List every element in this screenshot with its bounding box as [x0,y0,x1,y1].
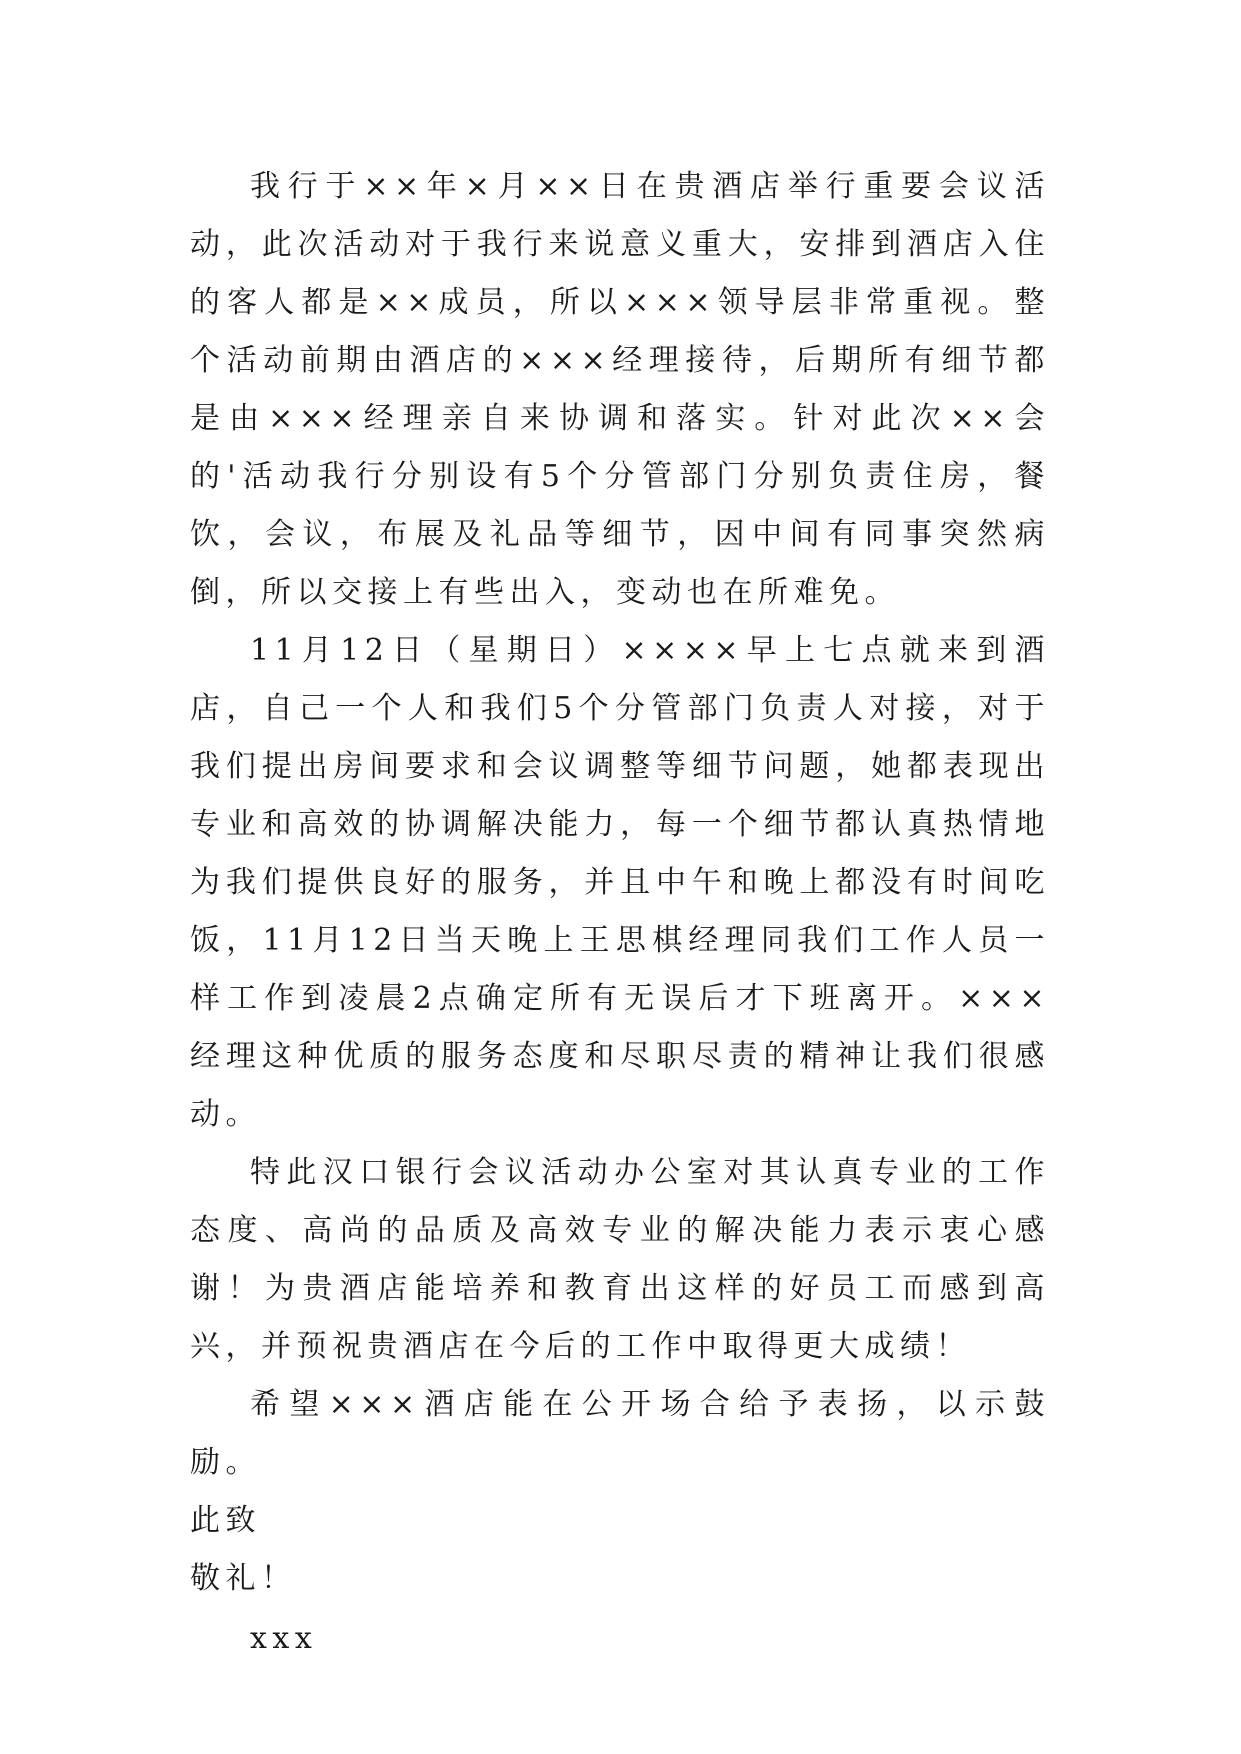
closing-regards: 敬礼！ [190,1561,297,1596]
closing-salutation: 此致 [190,1503,261,1538]
signature: xxx [250,1621,318,1656]
paragraph-manager-service: 11月12日（星期日）××××早上七点就来到酒店，自己一个人和我们5个分管部门负责人对接，对于我们提出房间要求和会议调整等细节问题，她都表现出专业和高效的协调解决能力，每一个细节都认真热情地为我们提供良好的服务，并且中午和晚上都没有时间吃饭，11月12日当天晚上王思棋经理同我们工作人员一样工作到凌晨2点确定所有无误后才下班离开。×××经理这种优质的服务态度和尽职尽责的精神让我们很感动。 [190,633,1050,1132]
letter-body [190,158,1050,1668]
paragraph-meeting-background: 我行于××年×月××日在贵酒店举行重要会议活动，此次活动对于我行来说意义重大，安排到酒店入住的客人都是××成员，所以×××领导层非常重视。整个活动前期由酒店的×××经理接待，后期所有细节都是由×××经理亲自来协调和落实。针对此次××会的'活动我行分别设有5个分管部门分别负责住房，餐饮，会议，布展及礼品等细节，因中间有同事突然病倒，所以交接上有些出入，变动也在所难免。 [190,169,1050,610]
paragraph-request-praise: 希望×××酒店能在公开场合给予表扬，以示鼓励。 [190,1387,1050,1480]
paragraph-thanks: 特此汉口银行会议活动办公室对其认真专业的工作态度、高尚的品质及高效专业的解决能力表示衷心感谢！为贵酒店能培养和教育出这样的好员工而感到高兴，并预祝贵酒店在今后的工作中取得更大成绩！ [190,1155,1050,1364]
